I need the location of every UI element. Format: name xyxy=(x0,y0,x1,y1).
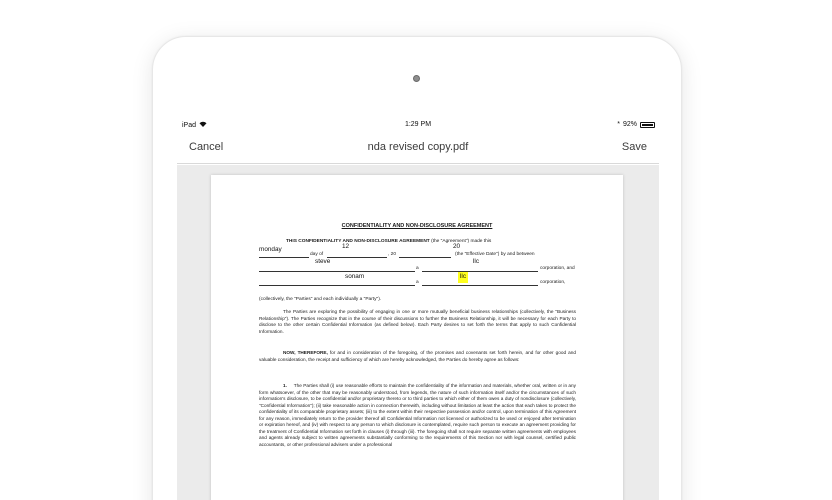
now-therefore-paragraph xyxy=(259,350,576,363)
month-rule xyxy=(327,257,387,258)
save-button[interactable]: Save xyxy=(621,141,647,153)
navigation-bar xyxy=(177,132,659,164)
now-therefore-rest: for and in consideration of the foregoing, of the promises and covenants set forth herein, and for other good and valuable consideration, the receipt and sufficiency of which are hereby acknowledged, the Parties do hereby agree as follows: xyxy=(259,350,576,362)
year-rule xyxy=(399,257,451,258)
party2-type-field[interactable]: llc xyxy=(458,272,468,283)
document-title: nda revised copy.pdf xyxy=(367,141,469,153)
cancel-button[interactable]: Cancel xyxy=(189,141,224,153)
party1-field[interactable]: steve xyxy=(315,258,331,265)
party1-a-label: a xyxy=(416,266,419,271)
device-label: iPad xyxy=(182,121,197,129)
status-time: 1:29 PM xyxy=(404,121,432,128)
party1-corporation-label: corporation, and xyxy=(540,266,575,271)
pdf-page[interactable] xyxy=(211,175,623,500)
screen xyxy=(177,119,659,500)
year-field[interactable]: 20 xyxy=(453,243,461,250)
collective-line: (collectively, the "Parties" and each individually a "Party"). xyxy=(259,297,382,302)
year-prefix: , 20 xyxy=(388,252,397,257)
front-camera xyxy=(413,75,420,82)
intro-rest: (the "Agreement") made this xyxy=(431,239,492,244)
battery-percent: 92% xyxy=(622,121,637,128)
month-field[interactable]: 12 xyxy=(342,243,350,250)
section-1-text: The Parties shall (i) use reasonable efforts to maintain the confidentiality of the information and materials, whether oral, written or in any form whatsoever, of the other that may be reasonably understood, from legends, the nature of such information itself and/or the circumstances of such information's disclosure, to be confidential and/or proprietary thereto or to third parties to which either of them owes a duty of nondisclosure (collectively, "Confidential Information"); (ii) take reasonable action in connection therewith, including without limitation at least the action that each takes to protect the confidentiality of its comparable proprietary assets; (iii) to the extent within their respective possession and/or control, upon termination of this Agreement for any reason, immediately return to the provider thereof all Confidential Information not licensed or authorized to be used or enjoyed after termination or expiration hereof, and (iv) with respect to any person to which disclosure is contemplated, require such person to execute an agreement providing for the treatment of Confidential Information set forth in clauses (i) through (iii). The foregoing shall not require separate written agreements with employees and agents already subject to written agreements substantially conforming to the requirements of this Section nor with legal counsel, certified public accountants, or other professional advisers under a professional xyxy=(259,383,576,447)
party2-type-rule xyxy=(422,285,538,286)
agreement-title: CONFIDENTIALITY AND NON-DISCLOSURE AGREEMENT xyxy=(341,223,493,229)
battery-icon xyxy=(640,122,655,128)
intro-bold: THIS CONFIDENTIALITY AND NON-DISCLOSURE AGREEMENT xyxy=(286,239,430,244)
section-1-number: 1. xyxy=(283,383,287,388)
effective-date-label: (the "Effective Date") by and between xyxy=(455,252,535,257)
party1-type-rule xyxy=(422,271,538,272)
day-rule xyxy=(259,257,309,258)
recitals-paragraph: The Parties are exploring the possibility of engaging in one or more mutually beneficial business relationships (collectively, the "Business Relationship"). The Parties recognize that in the course of their discussions to further the Business Relationship, it will be necessary for each Party to disclose to the other certain Confidential Information (as defined below). Each Party desires to set forth the terms that apply to such Confidential Information. xyxy=(259,309,576,334)
party2-rule xyxy=(259,285,415,286)
status-bar xyxy=(177,119,659,132)
day-of-label: day of xyxy=(310,252,324,257)
ipad-device xyxy=(152,36,682,500)
now-therefore-bold: NOW, THEREFORE, xyxy=(283,350,328,355)
day-field[interactable]: monday xyxy=(259,246,282,253)
party1-rule xyxy=(259,271,415,272)
party2-field[interactable]: sonam xyxy=(345,273,365,280)
section-1-paragraph xyxy=(259,383,576,448)
party2-a-label: a xyxy=(416,280,419,285)
party2-corporation-label: corporation, xyxy=(540,280,566,285)
party1-type-field[interactable]: llc xyxy=(473,258,480,265)
bluetooth-icon: * xyxy=(617,121,620,128)
pdf-viewer[interactable] xyxy=(177,165,659,500)
intro-line xyxy=(286,239,491,245)
